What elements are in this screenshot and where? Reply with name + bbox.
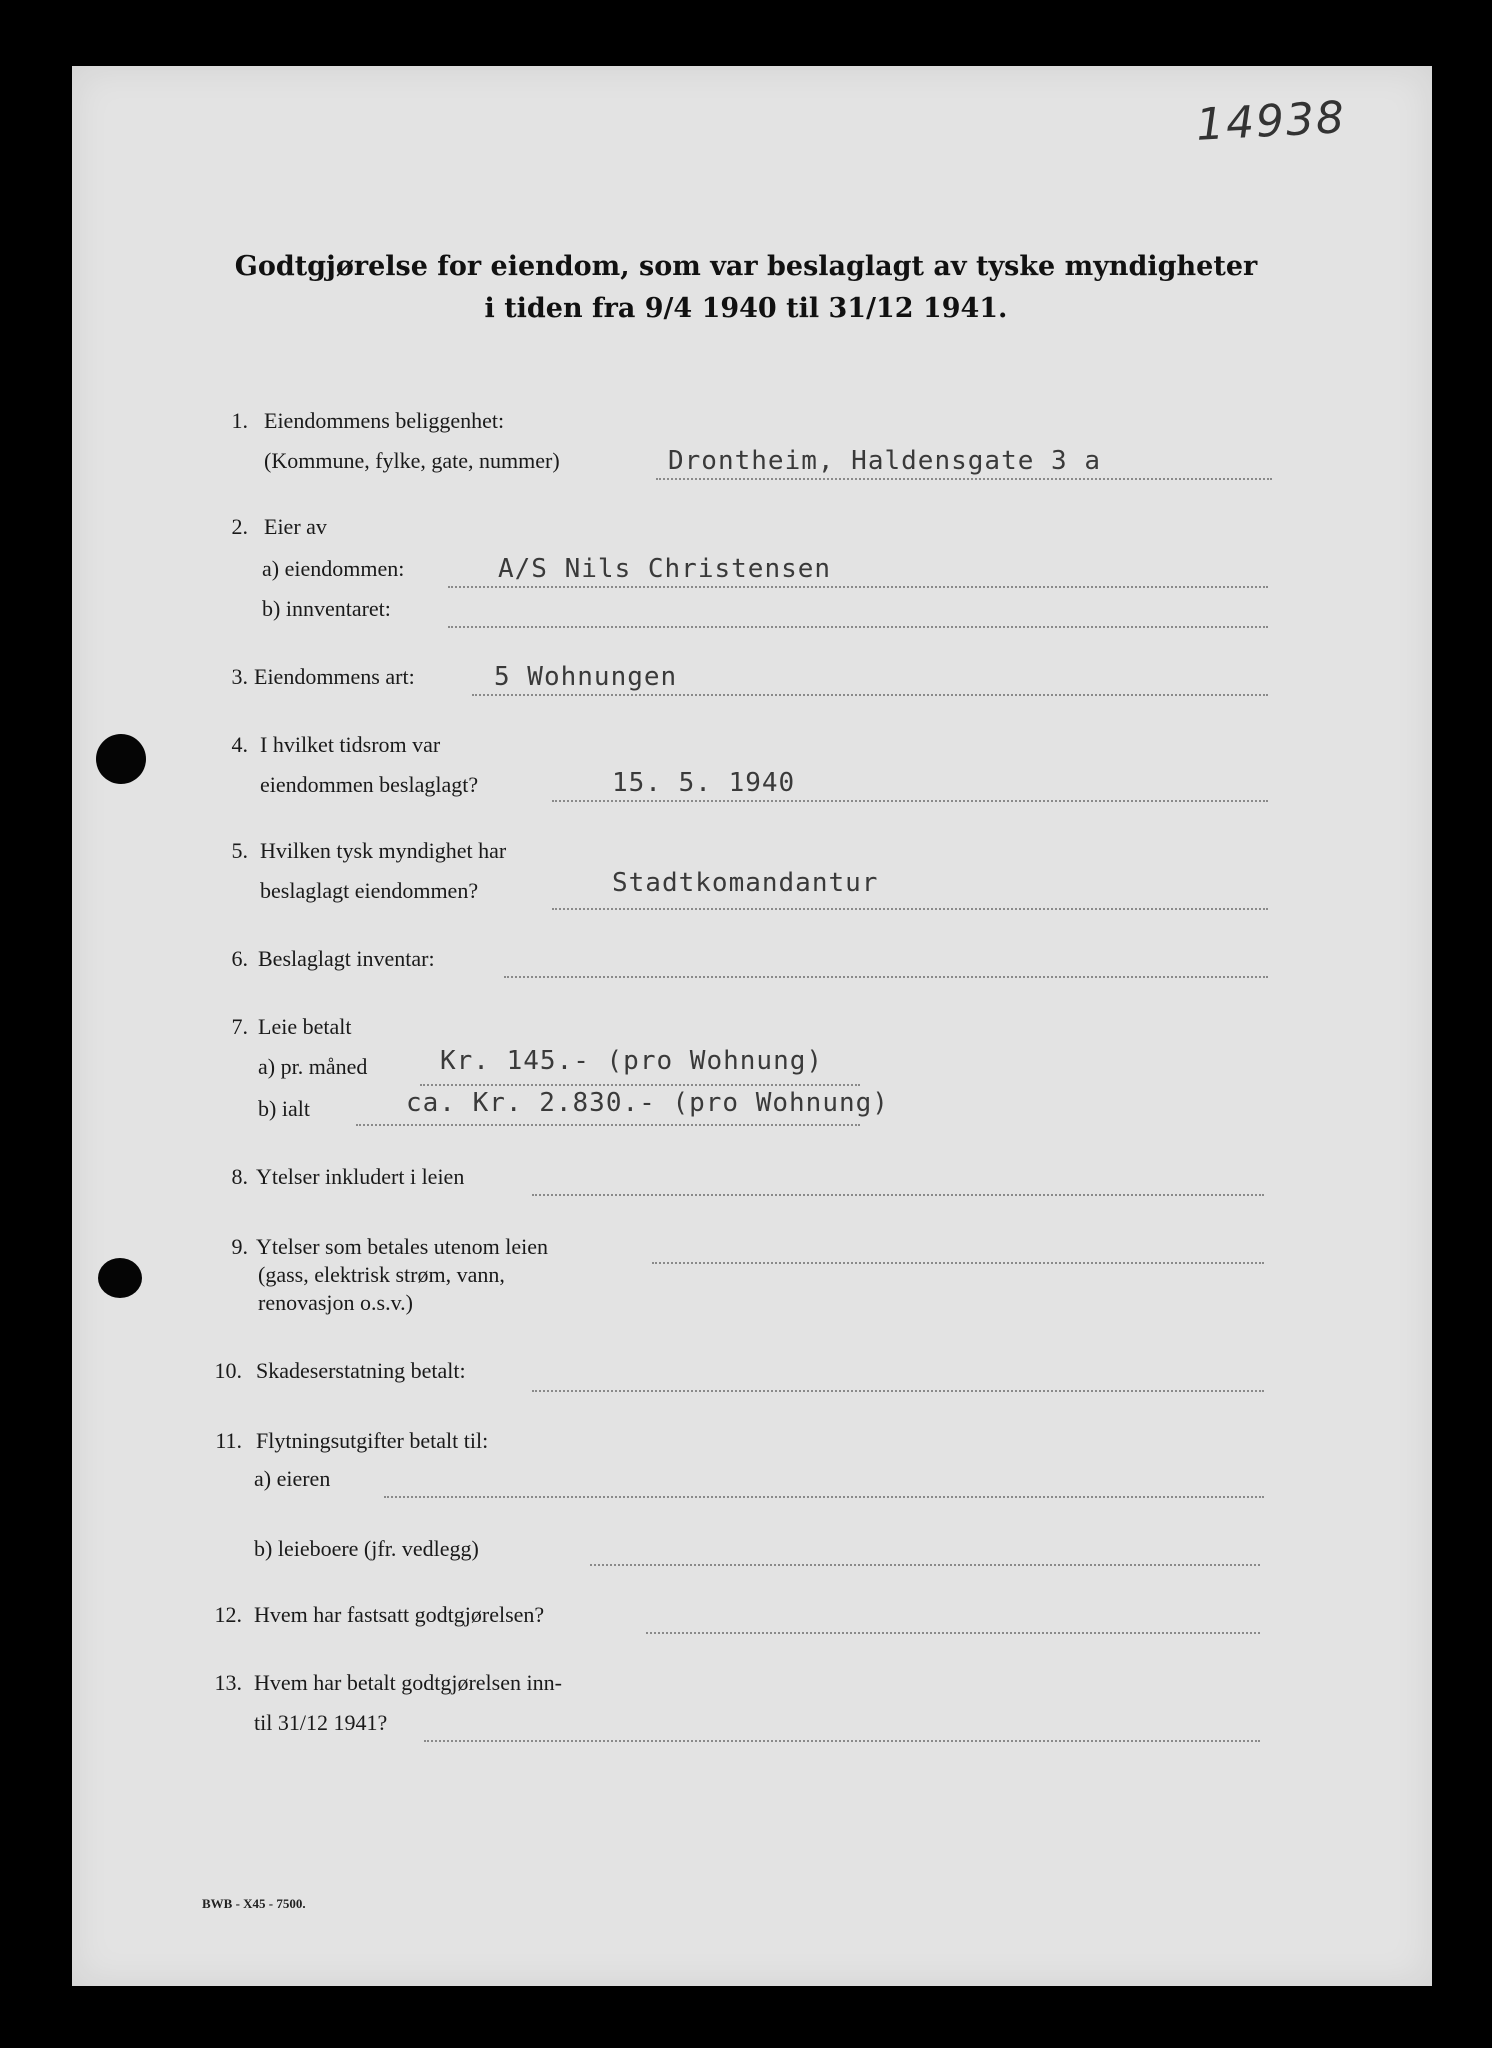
item-9-label-2: (gass, elektrisk strøm, vann, (258, 1262, 505, 1287)
item-11b-answer-line (590, 1564, 1260, 1566)
item-13-label: Hvem har betalt godtgjørelsen inn- (254, 1670, 562, 1695)
item-6-number: 6. (231, 946, 248, 971)
item-4-label-2: eiendommen beslaglagt? (260, 772, 479, 797)
item-7b-value: ca. Kr. 2.830.- (pro Wohnung) (406, 1088, 889, 1118)
item-10-answer-line (532, 1390, 1264, 1392)
item-9-number: 9. (231, 1234, 248, 1259)
item-3-answer-line (472, 694, 1268, 696)
item-3-label: Eiendommens art: (254, 664, 415, 689)
item-1-number: 1. (231, 408, 248, 433)
item-13-number: 13. (214, 1670, 242, 1695)
item-6-answer-line (504, 976, 1268, 978)
item-7-label: Leie betalt (258, 1014, 352, 1039)
item-10-label: Skadeserstatning betalt: (256, 1358, 466, 1383)
item-2b-label: b) innventaret: (262, 596, 391, 621)
item-5-value: Stadtkomandantur (612, 868, 879, 898)
punch-hole-top (96, 734, 146, 784)
item-13-label-2: til 31/12 1941? (254, 1710, 388, 1735)
item-4-label: I hvilket tidsrom var (260, 732, 441, 757)
item-11a-label: a) eieren (254, 1466, 331, 1491)
item-2-number: 2. (231, 514, 248, 539)
item-8-number: 8. (231, 1164, 248, 1189)
item-11a-answer-line (384, 1496, 1264, 1498)
item-3-number: 3. (231, 664, 248, 689)
item-7a-value: Kr. 145.- (pro Wohnung) (440, 1046, 824, 1076)
item-7b-label: b) ialt (258, 1096, 310, 1121)
item-8-answer-line (532, 1194, 1264, 1196)
item-11-label: Flytningsutgifter betalt til: (256, 1428, 489, 1453)
item-7-number: 7. (231, 1014, 248, 1039)
item-2a-answer-line (448, 586, 1268, 588)
item-6-label: Beslaglagt inventar: (258, 946, 435, 971)
item-13-answer-line (424, 1740, 1260, 1742)
item-12-number: 12. (214, 1602, 242, 1627)
item-11-number: 11. (215, 1428, 242, 1453)
punch-hole-bottom (98, 1258, 142, 1298)
item-5-label: Hvilken tysk myndighet har (260, 838, 507, 863)
item-1-value: Drontheim, Haldensgate 3 a (668, 446, 1101, 476)
item-7a-answer-line (420, 1084, 860, 1086)
item-5-answer-line (552, 908, 1268, 910)
item-1-answer-line (656, 478, 1272, 480)
form-title (0, 246, 1492, 330)
item-2b-answer-line (448, 626, 1268, 628)
item-2-label: Eier av (264, 514, 327, 539)
item-4-number: 4. (231, 732, 248, 757)
item-10-number: 10. (214, 1358, 242, 1383)
item-1-sublabel: (Kommune, fylke, gate, nummer) (264, 448, 560, 473)
item-9-label: Ytelser som betales utenom leien (256, 1234, 549, 1259)
item-2a-value: A/S Nils Christensen (498, 554, 832, 584)
item-2a-label: a) eiendommen: (262, 556, 405, 581)
item-7a-label: a) pr. måned (258, 1054, 368, 1079)
item-1-label: Eiendommens beliggenhet: (264, 408, 505, 433)
item-3-value: 5 Wohnungen (494, 662, 678, 692)
archive-number: 14938 (1194, 92, 1348, 151)
item-5-number: 5. (231, 838, 248, 863)
item-4-answer-line (552, 800, 1268, 802)
item-9-label-3: renovasjon o.s.v.) (258, 1290, 413, 1315)
item-11b-label: b) leieboere (jfr. vedlegg) (254, 1536, 479, 1561)
title-line-2: i tiden fra 9/4 1940 til 31/12 1941. (484, 293, 1008, 324)
item-9-answer-line (652, 1262, 1264, 1264)
item-12-answer-line (646, 1632, 1260, 1634)
item-5-label-2: beslaglagt eiendommen? (260, 878, 479, 903)
item-8-label: Ytelser inkludert i leien (256, 1164, 465, 1189)
item-4-value: 15. 5. 1940 (612, 768, 796, 798)
title-line-1: Godtgjørelse for eiendom, som var beslaglagt av tyske myndigheter (234, 251, 1258, 282)
print-code: BWB - X45 - 7500. (202, 1896, 306, 1911)
item-7b-answer-line (356, 1124, 860, 1126)
item-12-label: Hvem har fastsatt godtgjørelsen? (254, 1602, 545, 1627)
